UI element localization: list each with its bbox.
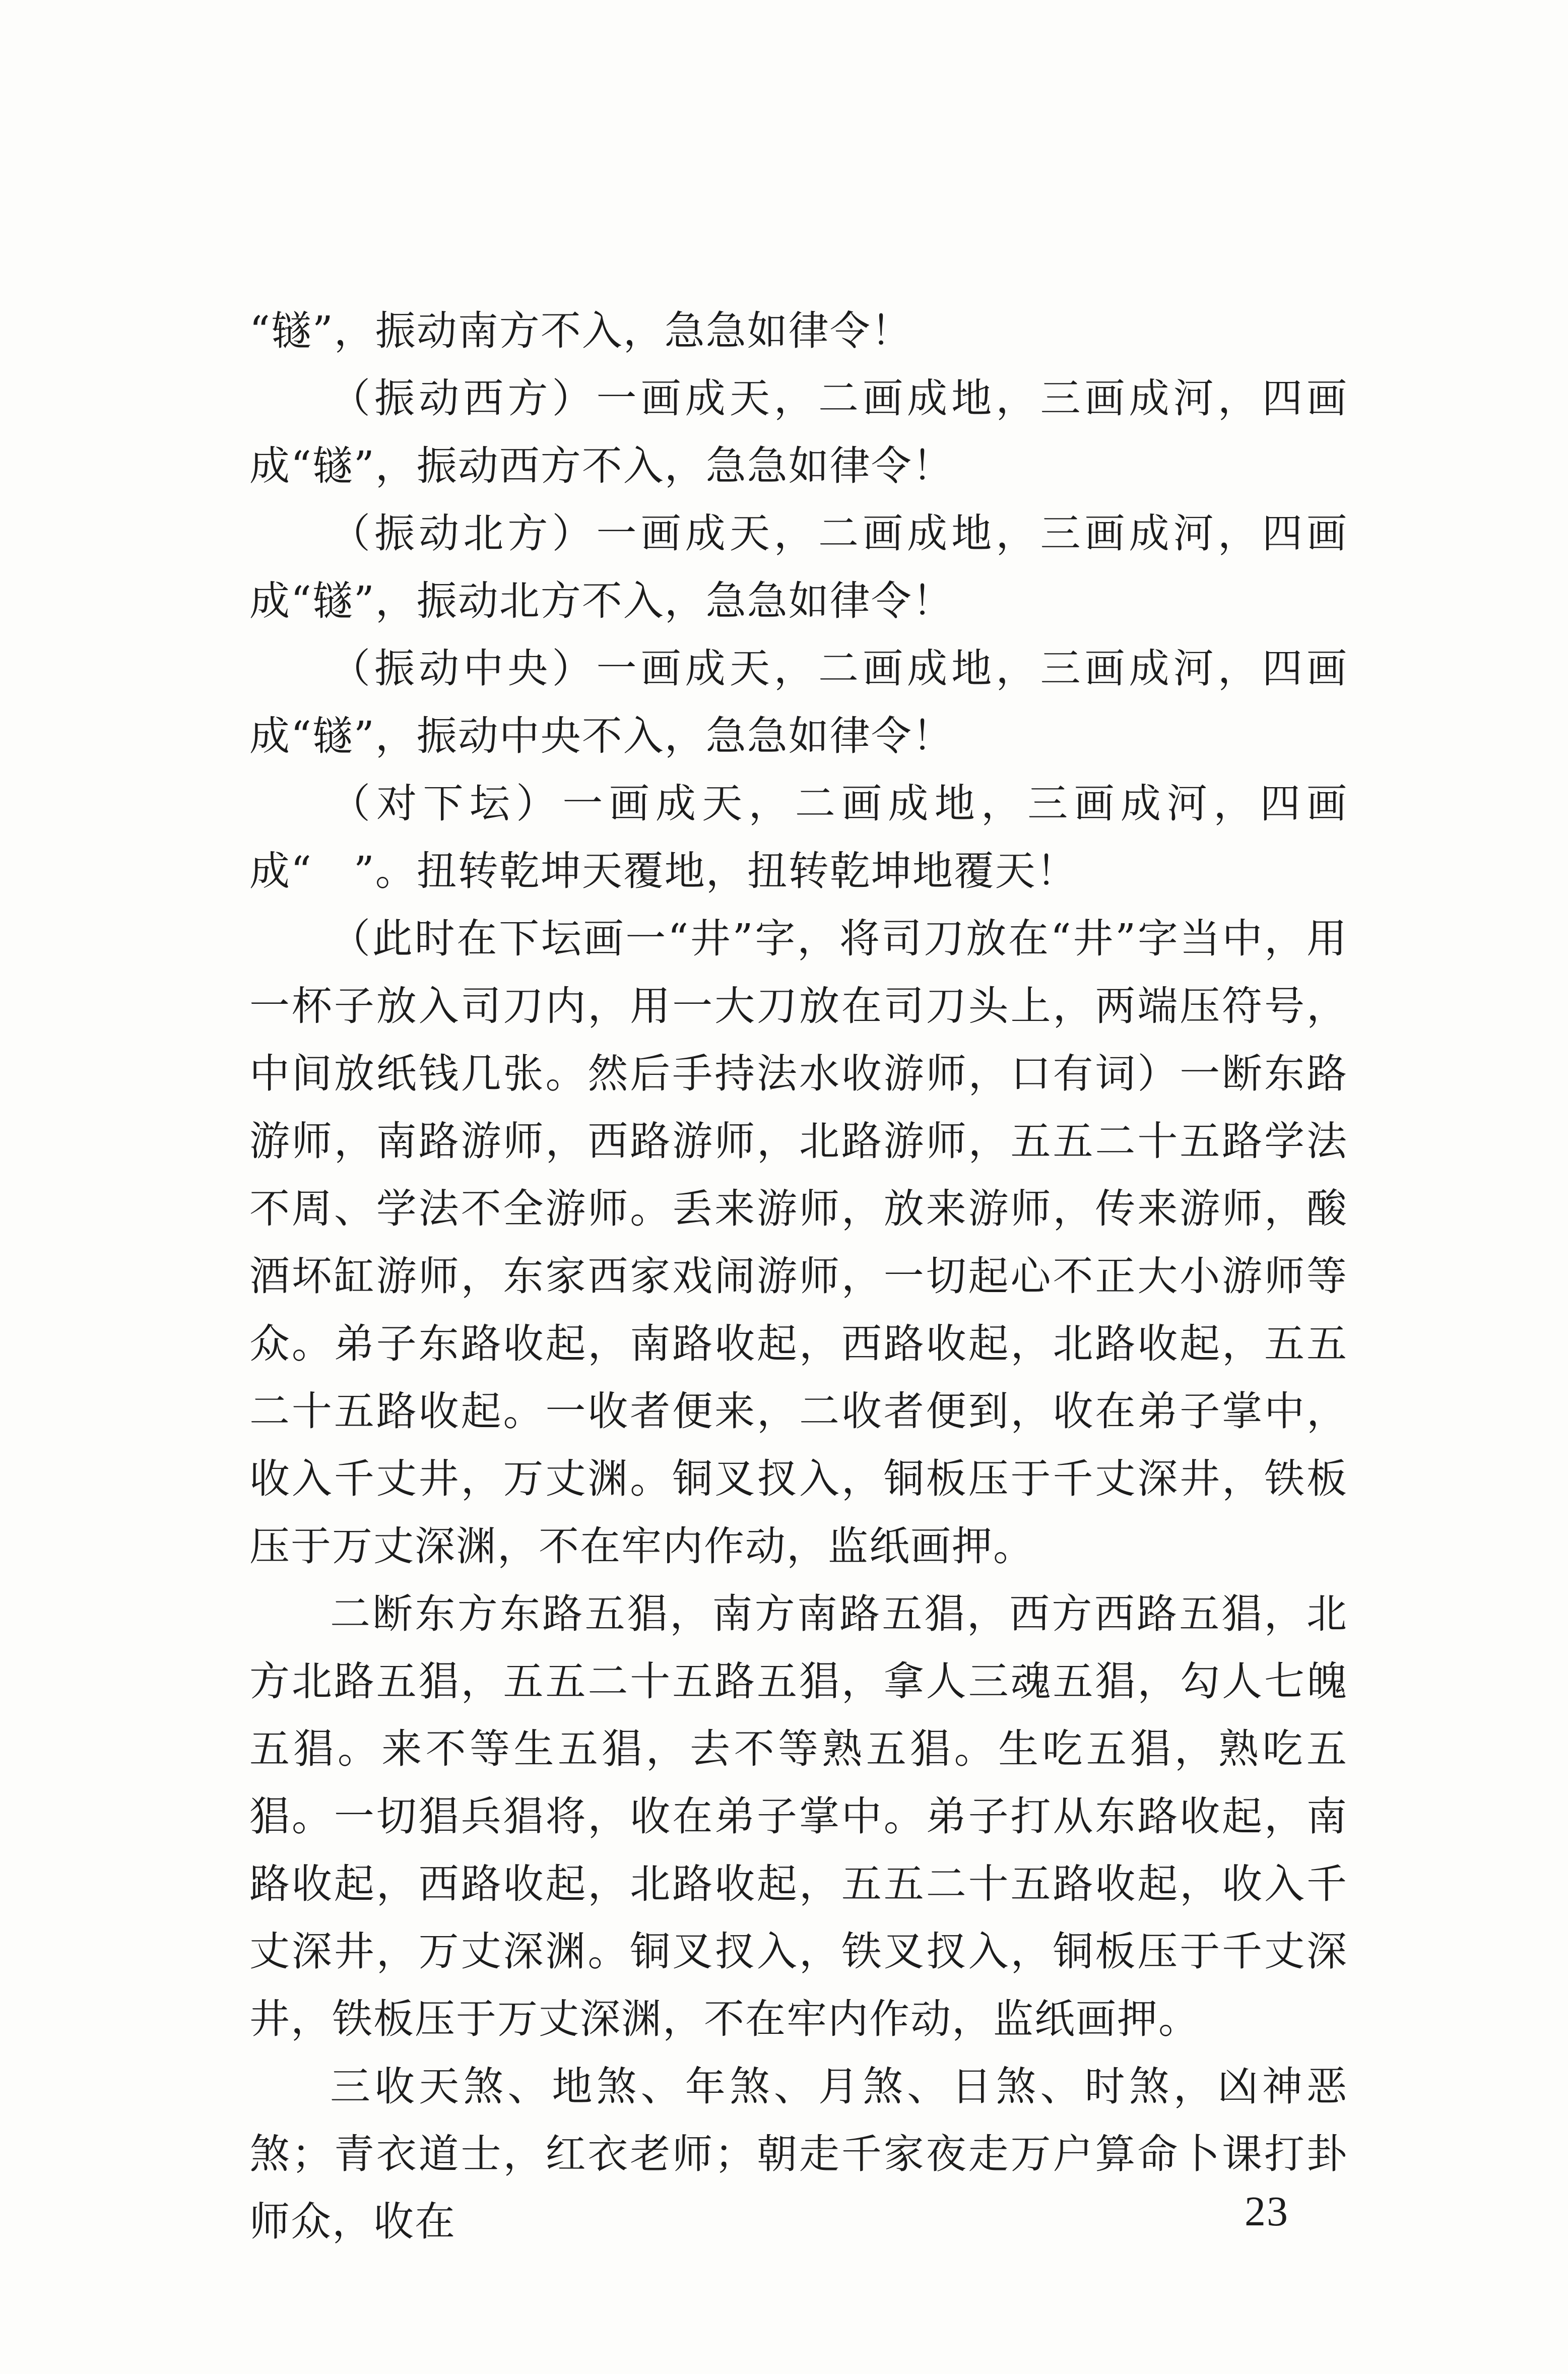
- paragraph-1: “𫟦”，振动南方不入，急急如律令！: [249, 307, 912, 354]
- paragraph-7: 二断东方东路五猖，南方南路五猖，西方西路五猖，北方北路五猖，五五二十五路五猖，拿人三魂五猖，勾人七魄五猖。来不等生五猖，去不等熟五猖。生吃五猖，熟吃五猖。一切猖兵猖将，收在弟子掌中。弟子打从东路收起，南路收起，西路收起，北路收起，五五二十五路收起，收入千丈深井，万丈深渊。铜叉扠入，铁叉扠入，铜板压于千丈深井，铁板压于万丈深渊，不在牢内作动，监纸画押。: [249, 1590, 1348, 2042]
- paragraph-5: （对下坛）一画成天，二画成地，三画成河，四画成“ ”。扭转乾坤天覆地，扭转乾坤地覆天！: [249, 780, 1348, 894]
- paragraph-3: （振动北方）一画成天，二画成地，三画成河，四画成“𫟦”，振动北方不入，急急如律令！: [249, 510, 1348, 624]
- paragraph-2: （振动西方）一画成天，二画成地，三画成河，四画成“𫟦”，振动西方不入，急急如律令！: [249, 375, 1348, 489]
- page-number: 23: [1245, 2188, 1289, 2235]
- paragraph-6: （此时在下坛画一“井”字，将司刀放在“井”字当中，用一杯子放入司刀内，用一大刀放在司刀头上，两端压符号，中间放纸钱几张。然后手持法水收游师，口有词）一断东路游师，南路游师，西路游师，北路游师，五五二十五路学法不周、学法不全游师。丢来游师，放来游师，传来游师，酸酒坏缸游师，东家西家戏闹游师，一切起心不正大小游师等众。弟子东路收起，南路收起，西路收起，北路收起，五五二十五路收起。一收者便来，二收者便到，收在弟子掌中，收入千丈井，万丈渊。铜叉扠入，铜板压于千丈深井，铁板压于万丈深渊，不在牢内作动，监纸画押。: [249, 915, 1348, 1570]
- body-text: [249, 297, 1348, 2256]
- paragraph-4: （振动中央）一画成天，二画成地，三画成河，四画成“𫟦”，振动中央不入，急急如律令！: [249, 645, 1348, 759]
- paragraph-8: 三收天煞、地煞、年煞、月煞、日煞、时煞，凶神恶煞；青衣道士，红衣老师；朝走千家夜走万户算命卜课打卦师众，收在: [249, 2063, 1348, 2245]
